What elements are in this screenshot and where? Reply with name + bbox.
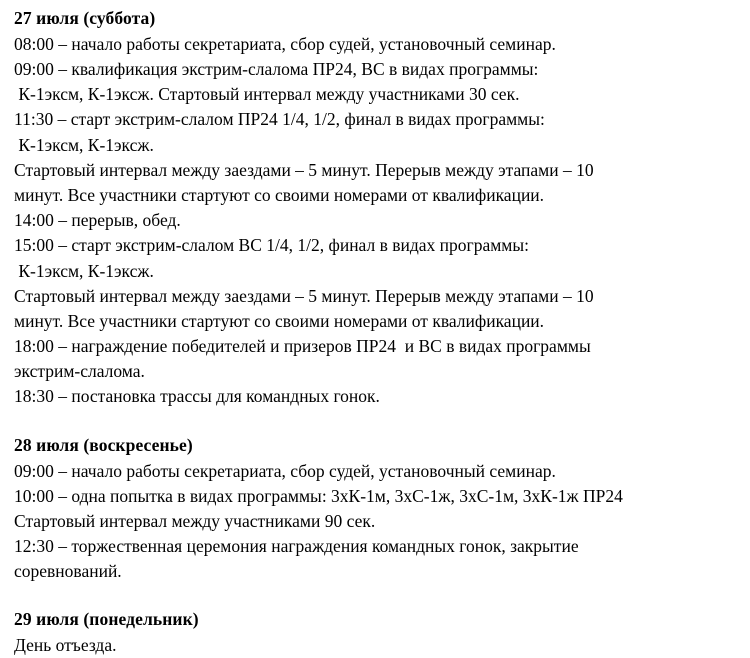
day-block-29 [14, 607, 736, 658]
schedule-line: К-1эксм, К-1эксж. [14, 260, 154, 281]
schedule-line: 18:30 – постановка трассы для командных гонок. [14, 386, 380, 407]
schedule-line: 12:30 – торжественная церемония награждения командных гонок, закрытие [14, 536, 579, 557]
schedule-line: К-1эксм, К-1эксж. Стартовый интервал между участниками 30 сек. [14, 84, 520, 105]
day-heading: 27 июля (суббота) [14, 8, 156, 28]
schedule-line: К-1эксм, К-1эксж. [14, 134, 154, 155]
schedule-line: минут. Все участники стартуют со своими номерами от квалификации. [14, 184, 545, 205]
schedule-line: Стартовый интервал между заездами – 5 минут. Перерыв между этапами – 10 [14, 285, 594, 306]
schedule-line: 11:30 – старт экстрим-слалом ПР24 1/4, 1/2, финал в видах программы: [14, 109, 545, 130]
schedule-line: экстрим-слалома. [14, 361, 145, 382]
schedule-line: 09:00 – квалификация экстрим-слалома ПР24, ВС в видах программы: [14, 59, 539, 80]
section-spacer [14, 416, 736, 433]
day-block-27 [14, 6, 736, 410]
day-heading: 28 июля (воскресенье) [14, 434, 193, 455]
schedule-line: 10:00 – одна попытка в видах программы: 3хК-1м, 3хС-1ж, 3хС-1м, 3хК-1ж ПР24 [14, 485, 623, 506]
schedule-line: минут. Все участники стартуют со своими номерами от квалификации. [14, 310, 545, 331]
schedule-line: Стартовый интервал между заездами – 5 минут. Перерыв между этапами – 10 [14, 159, 594, 180]
section-spacer [14, 590, 736, 607]
schedule-line: соревнований. [14, 561, 122, 582]
schedule-line: 18:00 – награждение победителей и призеров ПР24 и ВС в видах программы [14, 336, 591, 357]
schedule-line: 15:00 – старт экстрим-слалом ВС 1/4, 1/2, финал в видах программы: [14, 235, 529, 256]
schedule-line: 08:00 – начало работы секретариата, сбор судей, установочный семинар. [14, 33, 556, 54]
day-heading: 29 июля (понедельник) [14, 609, 199, 630]
schedule-line: Стартовый интервал между участниками 90 сек. [14, 510, 376, 531]
schedule-line: 09:00 – начало работы секретариата, сбор судей, установочный семинар. [14, 460, 556, 481]
schedule-line: 14:00 – перерыв, обед. [14, 210, 181, 231]
schedule-line: День отъезда. [14, 635, 117, 656]
day-block-28 [14, 433, 736, 585]
